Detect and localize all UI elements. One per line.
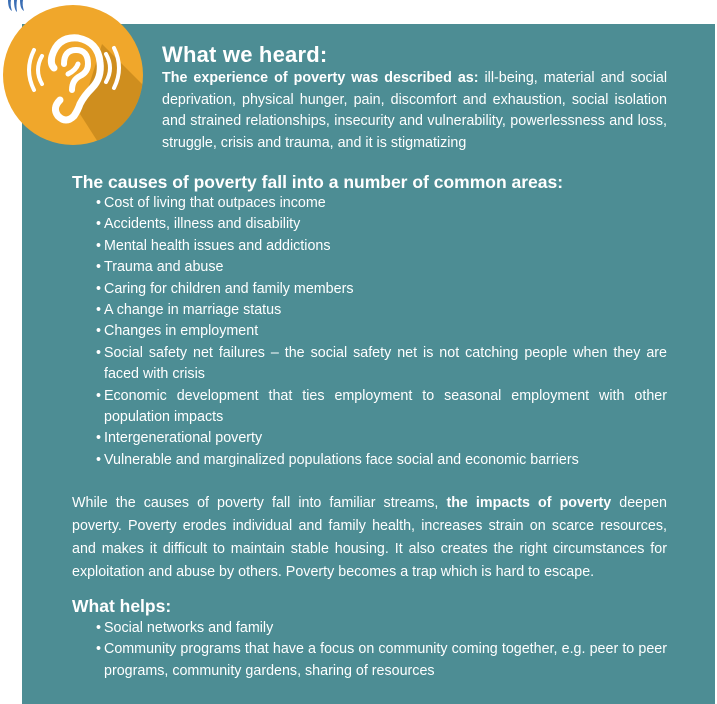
- list-item: • Changes in employment: [96, 321, 667, 342]
- bullet-icon: •: [96, 259, 102, 276]
- bullet-icon: •: [96, 641, 102, 658]
- bullet-icon: •: [96, 302, 102, 319]
- list-item: • Social safety net failures – the social safety net is not catching people when they are faced with crisis: [96, 344, 667, 383]
- what-helps-heading: What helps:: [72, 596, 172, 616]
- causes-list: [96, 193, 667, 471]
- bullet-icon: •: [96, 620, 102, 636]
- list-item: • Trauma and abuse: [96, 257, 667, 278]
- poverty-experience-paragraph: [162, 68, 667, 154]
- list-item: • Social networks and family: [96, 618, 667, 639]
- bullet-icon: •: [96, 195, 102, 211]
- list-item: • A change in marriage status: [96, 300, 667, 321]
- what-we-heard-heading: What we heard:: [162, 42, 328, 67]
- helps-list: [96, 618, 667, 682]
- bullet-icon: •: [96, 323, 102, 340]
- bullet-icon: •: [96, 387, 102, 404]
- list-item: • Intergenerational poverty: [96, 428, 667, 449]
- list-item: • Economic development that ties employment to seasonal employment with other population impacts: [96, 387, 667, 426]
- bullet-icon: •: [96, 430, 102, 447]
- impacts-paragraph: While the causes of poverty fall into familiar streams, the impacts of poverty deepen poverty. Poverty erodes individual and family health, increases strain on scarce resources, and makes it difficult to maintain stable housing. It also creates the right circumstances for exploitation and abuse by others. Poverty becomes a trap which is hard to escape.: [72, 495, 667, 580]
- bullet-icon: •: [96, 237, 102, 254]
- ear-listening-icon: [2, 4, 144, 146]
- causes-heading: The causes of poverty fall into a number of common areas:: [72, 172, 564, 192]
- intro-rest: ill-being, material and social deprivation, physical hunger, pain, discomfort and exhaustion, social isolation and strained relationships, insecurity and vulnerability, powerlessness and loss, struggle, crisis and trauma, and it is stigmatizing: [162, 70, 667, 151]
- list-item: • Accidents, illness and disability: [96, 214, 667, 235]
- bullet-icon: •: [96, 451, 102, 468]
- impacts-bold: the impacts of poverty: [446, 495, 612, 511]
- list-item: • Caring for children and family members: [96, 279, 667, 300]
- bullet-icon: •: [96, 216, 102, 233]
- list-item: • Community programs that have a focus on community coming together, e.g. peer to peer programs, community gardens, sharing of resources: [96, 641, 667, 679]
- list-item: • Vulnerable and marginalized populations face social and economic barriers: [96, 450, 667, 471]
- list-item: • Mental health issues and addictions: [96, 236, 667, 257]
- intro-lead: The experience of poverty was described as:: [162, 70, 479, 86]
- bullet-icon: •: [96, 344, 102, 361]
- bullet-icon: •: [96, 280, 102, 297]
- list-item: • Cost of living that outpaces income: [96, 193, 667, 214]
